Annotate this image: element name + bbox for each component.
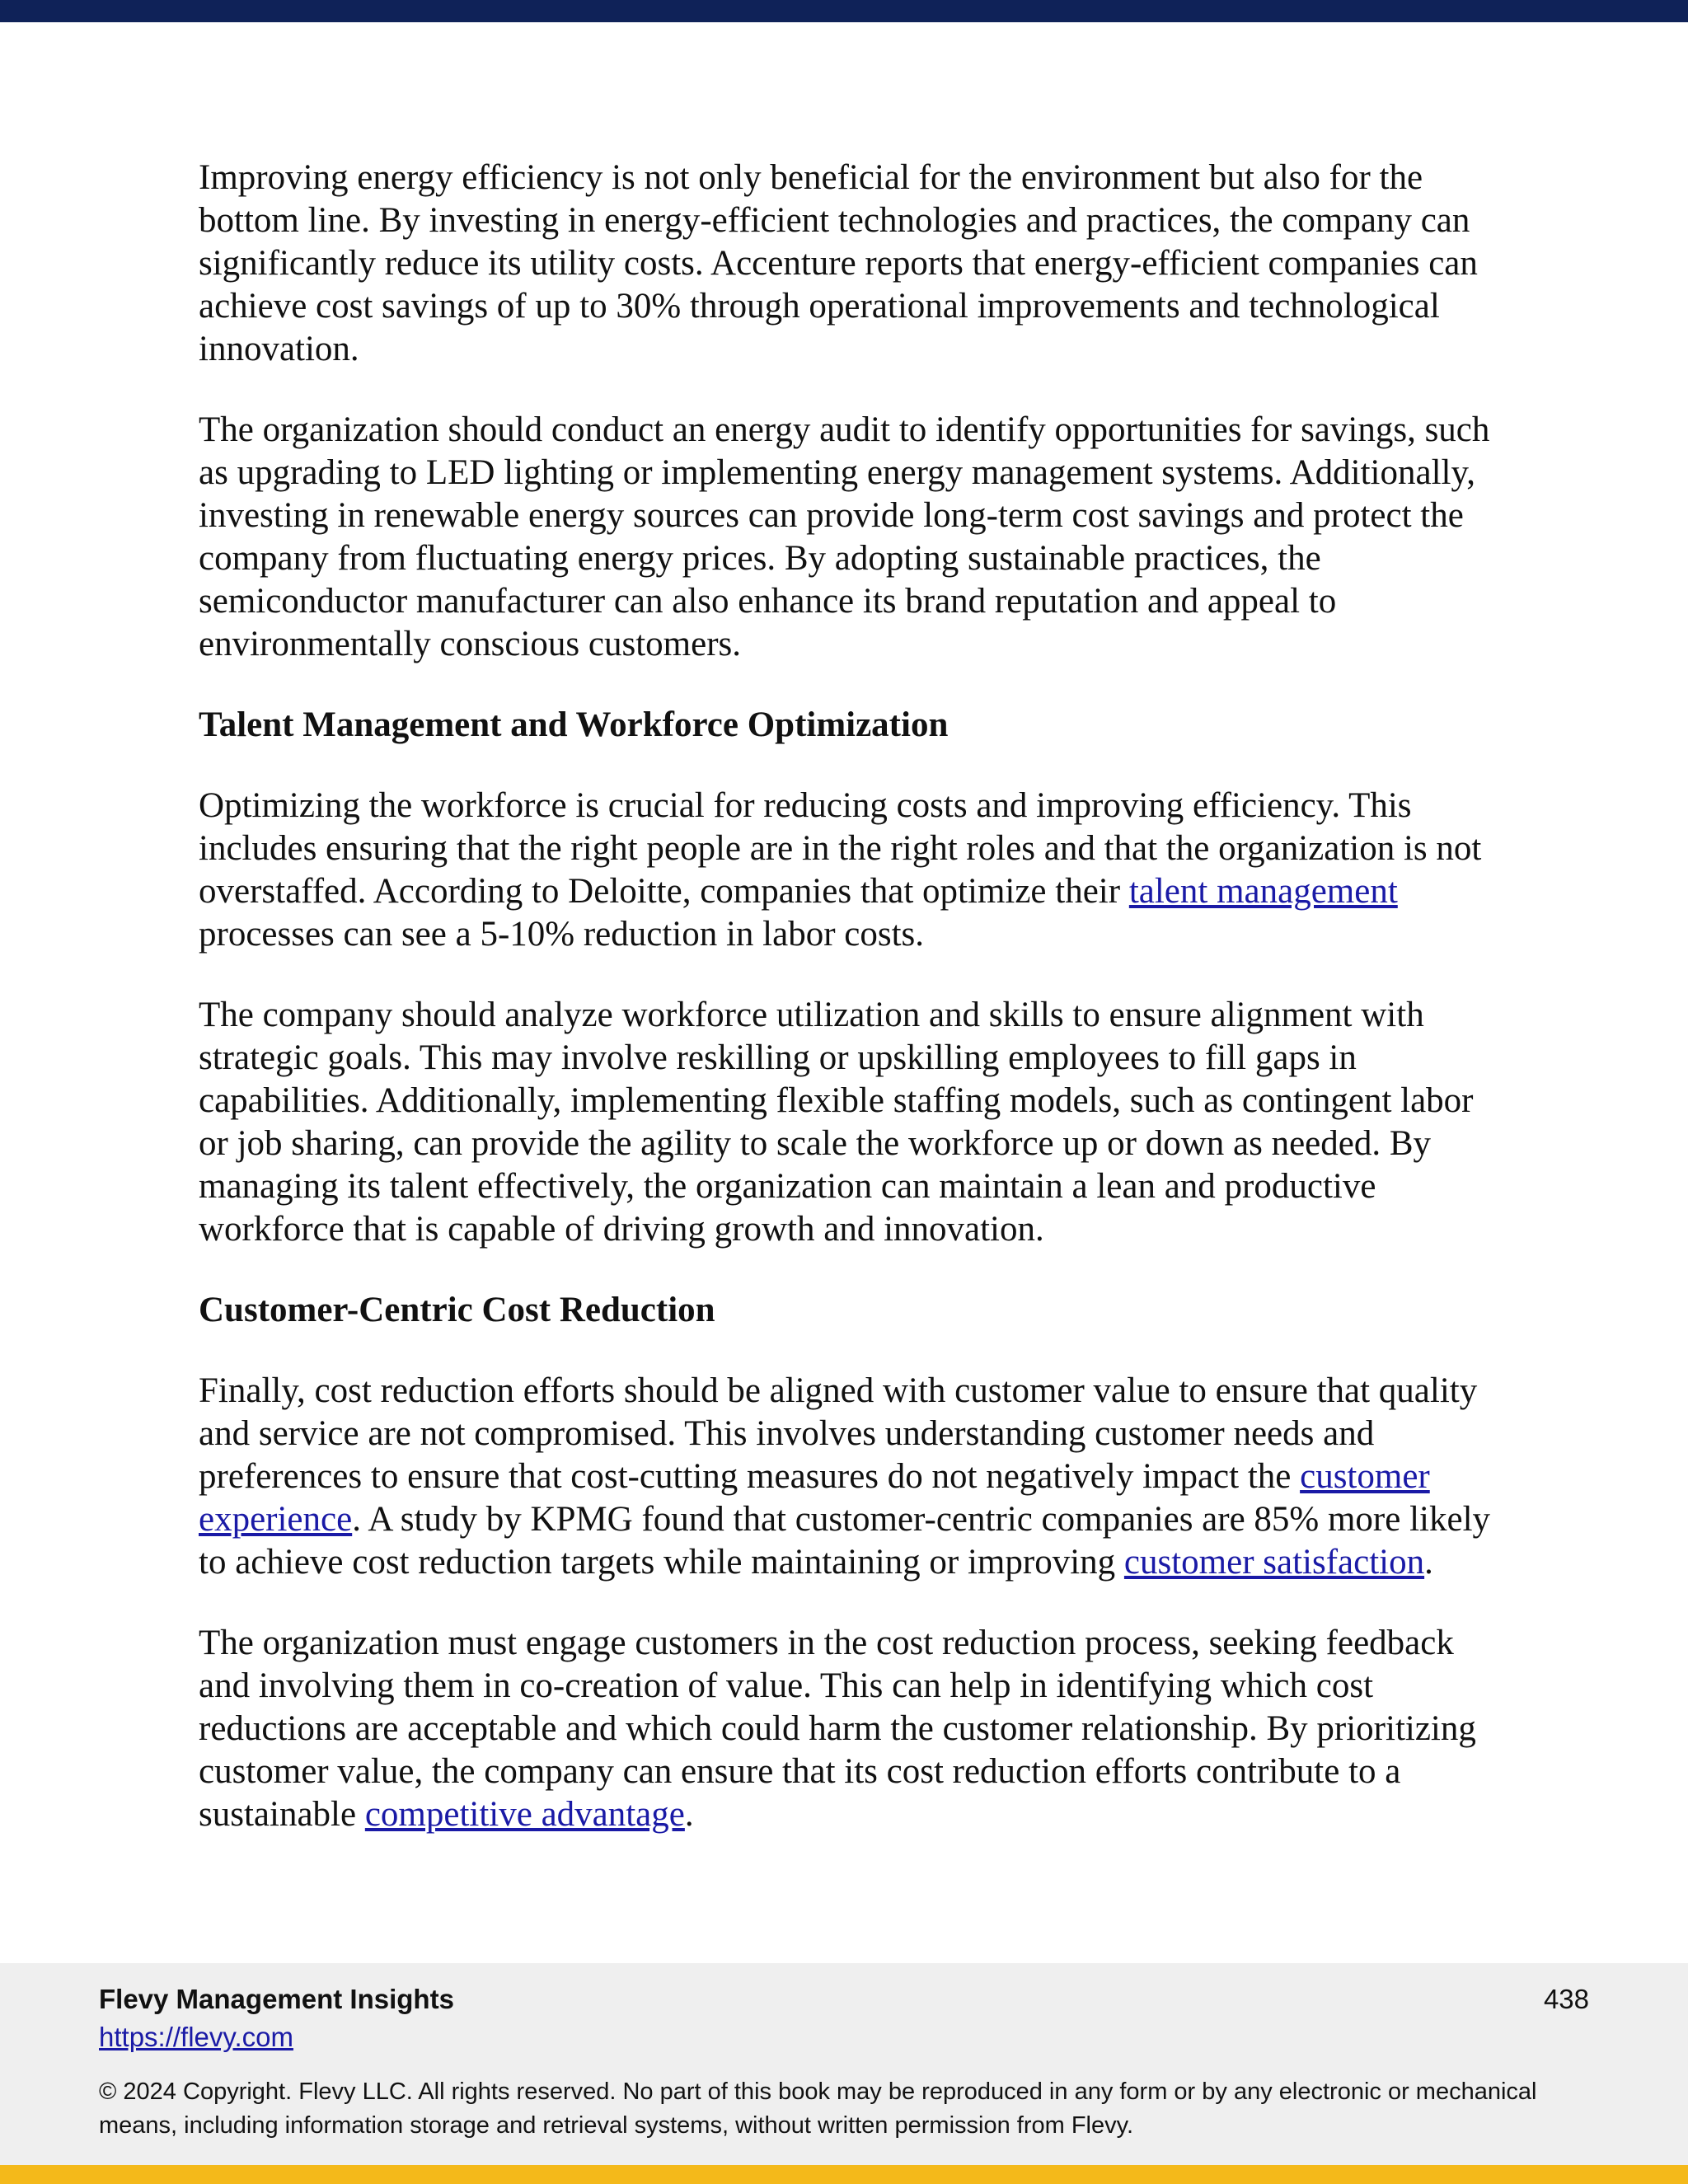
top-header-bar xyxy=(0,0,1688,22)
paragraph-energy-efficiency xyxy=(199,157,1501,371)
link-talent-management[interactable]: talent management xyxy=(1128,872,1398,911)
paragraph-text: processes can see a 5-10% reduction in labor costs. xyxy=(199,915,925,954)
page-footer xyxy=(0,1963,1688,2165)
paragraph-text: Improving energy efficiency is not only beneficial for the environment but also for the bottom line. By investing in energy-efficient technologies and practices, the company can significantly reduce its utility costs. Accenture reports that energy-efficient companies can achieve cost savings of up to 30% through operational improvements and technological innovation. xyxy=(199,158,1478,368)
heading-talent-management: Talent Management and Workforce Optimization xyxy=(199,705,949,744)
heading-customer-centric: Customer-Centric Cost Reduction xyxy=(199,1291,715,1329)
bottom-accent-bar xyxy=(0,2165,1688,2184)
paragraph-text: Optimizing the workforce is crucial for reducing costs and improving efficiency. This includes ensuring that the right people are in the right roles and that the organization is not overstaffed. According to Deloitte, companies that optimize their xyxy=(199,786,1482,911)
paragraph-text: . A study by KPMG found that customer-centric companies are 85% more likely to achieve cost reduction targets while maintaining or improving xyxy=(199,1500,1491,1582)
paragraph-energy-audit xyxy=(199,409,1501,666)
footer-url-link[interactable]: https://flevy.com xyxy=(99,2022,293,2052)
paragraph-text: The company should analyze workforce utilization and skills to ensure alignment with strategic goals. This may involve reskilling or upskilling employees to fill gaps in capabilities. Additionally, implementing flexible staffing models, such as contingent labor or job sharing, can provide the agility to scale the workforce up or down as needed. By managing its talent effectively, the organization can maintain a lean and productive workforce that is capable of driving growth and innovation. xyxy=(199,996,1474,1249)
link-customer-satisfaction[interactable]: customer satisfaction xyxy=(1123,1543,1425,1582)
paragraph-customer-engagement xyxy=(199,1622,1501,1836)
document-body xyxy=(199,157,1501,1874)
paragraph-text: . xyxy=(1424,1543,1433,1582)
page-number: 438 xyxy=(1543,1984,1589,2014)
copyright-notice: © 2024 Copyright. Flevy LLC. All rights reserved. No part of this book may be reproduced in any form or by any electronic or mechanical means, including information storage and retrieval systems, without written permission from Flevy. xyxy=(99,2079,1537,2139)
paragraph-text: The organization should conduct an energy audit to identify opportunities for savings, such as upgrading to LED lighting or implementing energy management systems. Additionally, investing in renewable energy sources can provide long-term cost savings and protect the company from fluctuating energy prices. By adopting sustainable practices, the semiconductor manufacturer can also enhance its brand reputation and appeal to environmentally conscious customers. xyxy=(199,410,1490,663)
link-customer-experience[interactable]: customer experience xyxy=(199,1457,1430,1539)
paragraph-workforce-optimization xyxy=(199,785,1501,956)
link-competitive-advantage[interactable]: competitive advantage xyxy=(364,1795,685,1834)
footer-brand: Flevy Management Insights xyxy=(99,1984,454,2014)
paragraph-text: Finally, cost reduction efforts should be aligned with customer value to ensure that quality and service are not compromised. This involves understanding customer needs and preferences to ensure that cost-cutting measures do not negatively impact the xyxy=(199,1371,1478,1496)
paragraph-text: The organization must engage customers in the cost reduction process, seeking feedback and involving them in co-creation of value. This can help in identifying which cost reductions are acceptable and which could harm the customer relationship. By prioritizing customer value, the company can ensure that its cost reduction efforts contribute to a sustainable xyxy=(199,1624,1476,1834)
paragraph-text: . xyxy=(684,1795,694,1834)
paragraph-customer-value xyxy=(199,1370,1501,1584)
paragraph-workforce-analysis xyxy=(199,994,1501,1251)
